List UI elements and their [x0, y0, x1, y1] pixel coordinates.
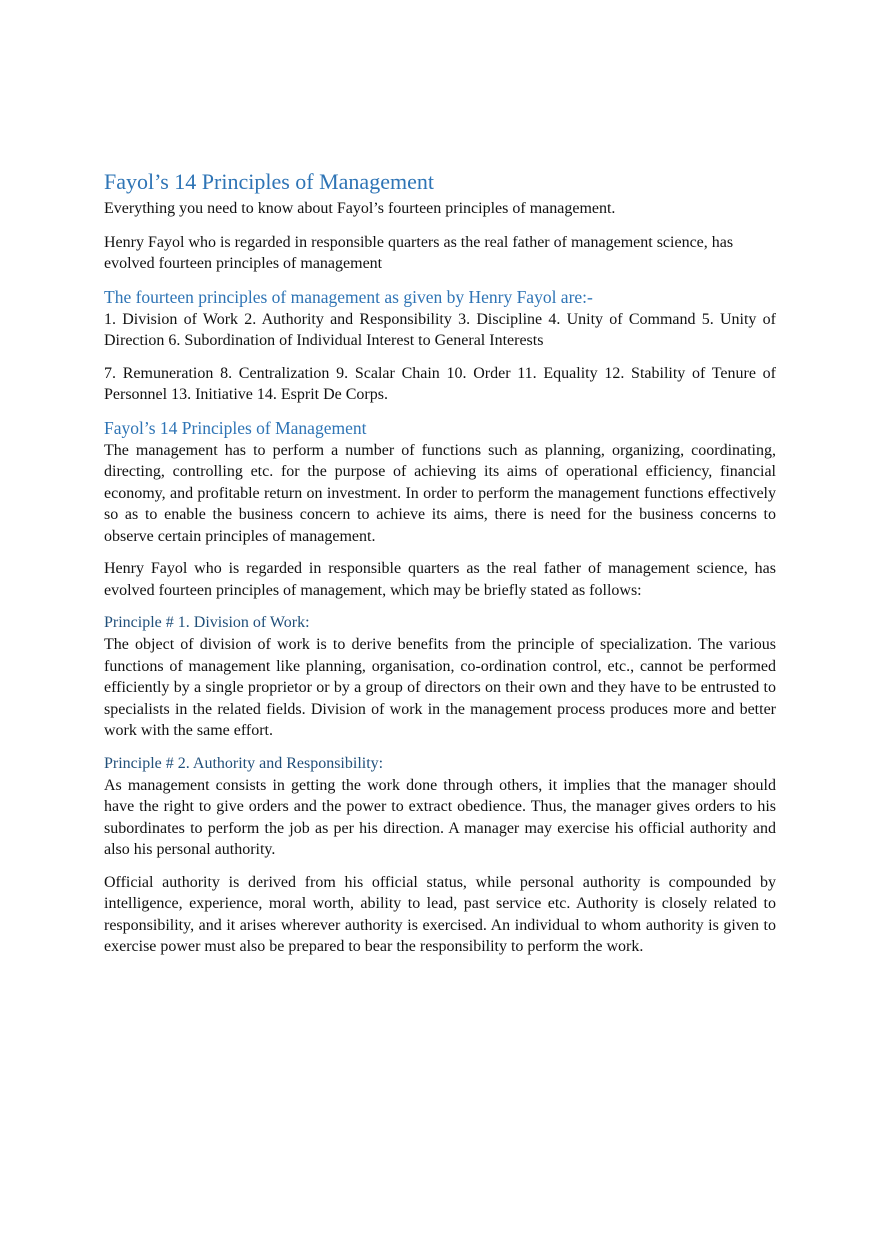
principles-list-part2: 7. Remuneration 8. Centralization 9. Scalar Chain 10. Order 11. Equality 12. Stability of Tenure of Personnel 13. Initiative 14. Esprit De Corps. — [104, 364, 776, 403]
principle-1-heading: Principle # 1. Division of Work: — [104, 614, 310, 631]
list-heading: The fourteen principles of management as given by Henry Fayol are:- — [104, 286, 593, 307]
principles-list-part1: 1. Division of Work 2. Authority and Responsibility 3. Discipline 4. Unity of Command 5. Unity of Direction 6. Subordination of Individual Interest to General Interests — [104, 310, 776, 349]
principle-2-text-1: As management consists in getting the work done through others, it implies that the manager should have the right to give orders and the power to extract obedience. Thus, the manager gives orders to his subordinates to perform the job as per his direction. A manager may exercise his official authority and also his personal authority. — [104, 776, 776, 858]
document-title: Fayol’s 14 Principles of Management — [104, 169, 434, 194]
principle-2-text-2: Official authority is derived from his official status, while personal authority is compounded by intelligence, experience, moral worth, ability to lead, past service etc. Authority is closely related to responsibility, and it arises wherever authority is exercised. An individual to whom authority is given to exercise power must also be prepared to bear the responsibility to perform the work. — [104, 873, 776, 955]
document-subtitle: Everything you need to know about Fayol’s fourteen principles of management. — [104, 200, 616, 217]
principle-1-text: The object of division of work is to derive benefits from the principle of specialization. The various functions of management like planning, organisation, co-ordination control, etc., cannot be performed efficiently by a single proprietor or by a group of directors on their own and they have to be entrusted to specialists in the related fields. Division of work in the management process produces more and better work with the same effort. — [104, 636, 776, 739]
document-page — [104, 168, 776, 969]
section-paragraph-1: The management has to perform a number of functions such as planning, organizing, coordinating, directing, controlling etc. for the purpose of achieving its aims of operational efficiency, financial economy, and profitable return on investment. In order to perform the management functions effectively so as to enable the business concern to achieve its aims, there is need for the business concerns to observe certain principles of management. — [104, 441, 776, 545]
section-heading: Fayol’s 14 Principles of Management — [104, 417, 367, 438]
section-paragraph-2: Henry Fayol who is regarded in responsible quarters as the real father of management science, has evolved fourteen principles of management, which may be briefly stated as follows: — [104, 560, 776, 599]
principle-2-heading: Principle # 2. Authority and Responsibility: — [104, 754, 384, 772]
intro-paragraph: Henry Fayol who is regarded in responsible quarters as the real father of management science, has evolved fourteen principles of management — [104, 233, 734, 272]
